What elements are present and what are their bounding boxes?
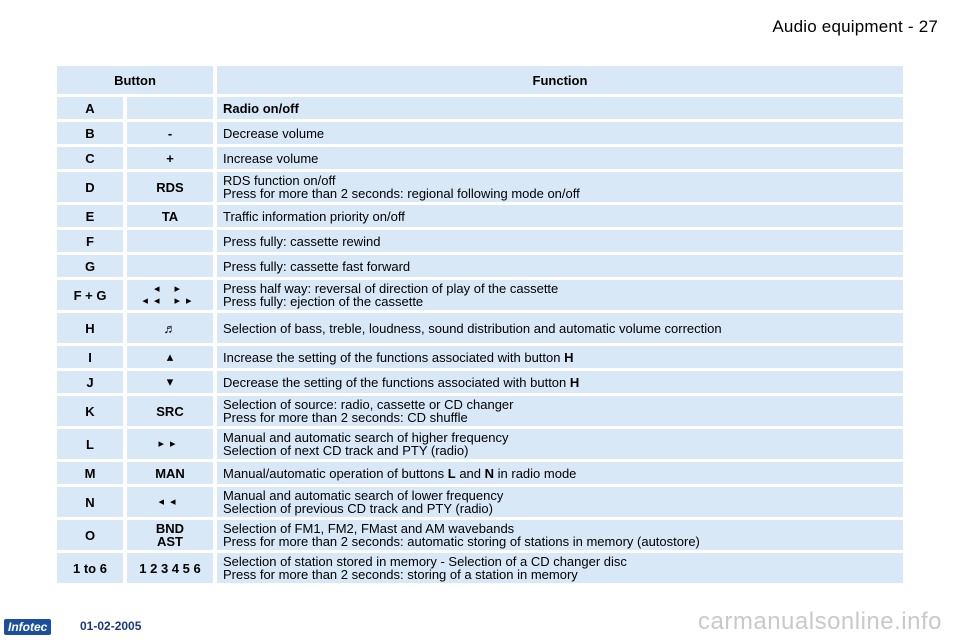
button-symbol (127, 230, 217, 252)
button-symbol: SRC (127, 396, 217, 426)
table-row (57, 147, 903, 169)
function-line: Selection of FM1, FM2, FMast and AM wavebands (223, 521, 515, 536)
button-key: C (57, 147, 127, 169)
function-text: Radio on/off (217, 97, 903, 119)
button-key: J (57, 371, 127, 393)
table-row (57, 487, 903, 517)
table-row (57, 205, 903, 227)
arrow-down-icon: ▾ (127, 371, 217, 393)
function-text: Selection of bass, treble, loudness, sound distribution and automatic volume correction (217, 313, 903, 343)
button-key: N (57, 487, 127, 517)
function-text (217, 520, 903, 550)
function-line: Press for more than 2 seconds: CD shuffle (223, 410, 468, 425)
watermark: carmanualsonline.info (698, 608, 942, 635)
function-line: Press half way: reversal of direction of play of the cassette (223, 281, 559, 296)
table-row (57, 255, 903, 277)
button-key: 1 to 6 (57, 553, 127, 583)
function-text (217, 396, 903, 426)
function-text (217, 280, 903, 310)
button-key: E (57, 205, 127, 227)
function-line: Manual and automatic search of lower frequency (223, 488, 504, 503)
table-row (57, 172, 903, 202)
function-line: Press fully: ejection of the cassette (223, 294, 424, 309)
button-column-header: Button (57, 66, 217, 94)
footer-date: 01-02-2005 (80, 619, 142, 633)
button-symbol: MAN (127, 462, 217, 484)
function-text-pre: Manual/automatic operation of buttons (223, 465, 448, 481)
button-ref: N (484, 465, 495, 481)
function-line: Selection of previous CD track and PTY (radio) (223, 501, 493, 516)
button-key: B (57, 122, 127, 144)
function-text: Increase volume (217, 147, 903, 169)
table-row (57, 520, 903, 550)
button-ref: H (569, 374, 580, 390)
arrow-up-icon: ▴ (127, 346, 217, 368)
function-line: Press for more than 2 seconds: regional following mode on/off (223, 186, 580, 201)
button-symbol (127, 255, 217, 277)
table-row (57, 97, 903, 119)
button-key: I (57, 346, 127, 368)
function-text (217, 553, 903, 583)
function-text (217, 346, 903, 368)
table-row (57, 280, 903, 310)
button-symbol: + (127, 147, 217, 169)
infotec-logo: Infotec (4, 619, 51, 635)
table-header-row (57, 66, 903, 94)
function-text-pre: Decrease the setting of the functions associated with button (223, 374, 570, 390)
function-text (217, 429, 903, 459)
function-text (217, 172, 903, 202)
button-symbol-line: BND (155, 521, 185, 536)
button-symbol: RDS (127, 172, 217, 202)
music-note-icon: ♬ (127, 313, 217, 343)
function-text (217, 487, 903, 517)
button-key: K (57, 396, 127, 426)
function-text: Traffic information priority on/off (217, 205, 903, 227)
table-row (57, 553, 903, 583)
button-symbol: TA (127, 205, 217, 227)
fast-forward-icon: ▸▸ (127, 429, 217, 459)
button-function-table (57, 63, 903, 586)
function-text (217, 462, 903, 484)
function-line: Press for more than 2 seconds: storing of a station in memory (223, 567, 578, 582)
button-symbol-line: AST (157, 534, 183, 549)
table-row (57, 371, 903, 393)
table-row (57, 429, 903, 459)
button-key: M (57, 462, 127, 484)
rewind-icon: ◂◂ (127, 487, 217, 517)
function-line: Selection of station stored in memory - Selection of a CD changer disc (223, 554, 627, 569)
table-row (57, 462, 903, 484)
button-key: O (57, 520, 127, 550)
function-line: Manual and automatic search of higher frequency (223, 430, 509, 445)
button-key: H (57, 313, 127, 343)
cassette-arrows-icon (127, 280, 217, 310)
function-text (217, 371, 903, 393)
table-row (57, 122, 903, 144)
button-ref: L (447, 465, 456, 481)
function-line: RDS function on/off (223, 173, 336, 188)
function-line: Press for more than 2 seconds: automatic storing of stations in memory (autostore) (223, 534, 700, 549)
cassette-eject-icon: ◂◂ ▸▸ (142, 295, 198, 307)
table-row (57, 313, 903, 343)
table-row (57, 346, 903, 368)
function-line: Selection of next CD track and PTY (radio) (223, 443, 469, 458)
function-text: Press fully: cassette fast forward (217, 255, 903, 277)
button-symbol: - (127, 122, 217, 144)
button-ref: H (564, 349, 574, 365)
page-title: Audio equipment - 27 (772, 17, 938, 36)
button-symbol (127, 520, 217, 550)
function-text-pre: Increase the setting of the functions associated with button (223, 349, 565, 365)
table-row (57, 230, 903, 252)
function-text: Press fully: cassette rewind (217, 230, 903, 252)
button-key: F + G (57, 280, 127, 310)
function-column-header: Function (217, 66, 903, 94)
table-row (57, 396, 903, 426)
button-key: F (57, 230, 127, 252)
button-symbol (127, 97, 217, 119)
function-line: Selection of source: radio, cassette or CD changer (223, 397, 514, 412)
button-key: A (57, 97, 127, 119)
button-symbol: 1 2 3 4 5 6 (127, 553, 217, 583)
function-text-and: and (455, 465, 485, 481)
button-key: D (57, 172, 127, 202)
button-key: G (57, 255, 127, 277)
button-key: L (57, 429, 127, 459)
function-text-post: in radio mode (494, 465, 577, 481)
cassette-direction-icon: ◂ ▸ (153, 283, 187, 295)
function-text: Decrease volume (217, 122, 903, 144)
